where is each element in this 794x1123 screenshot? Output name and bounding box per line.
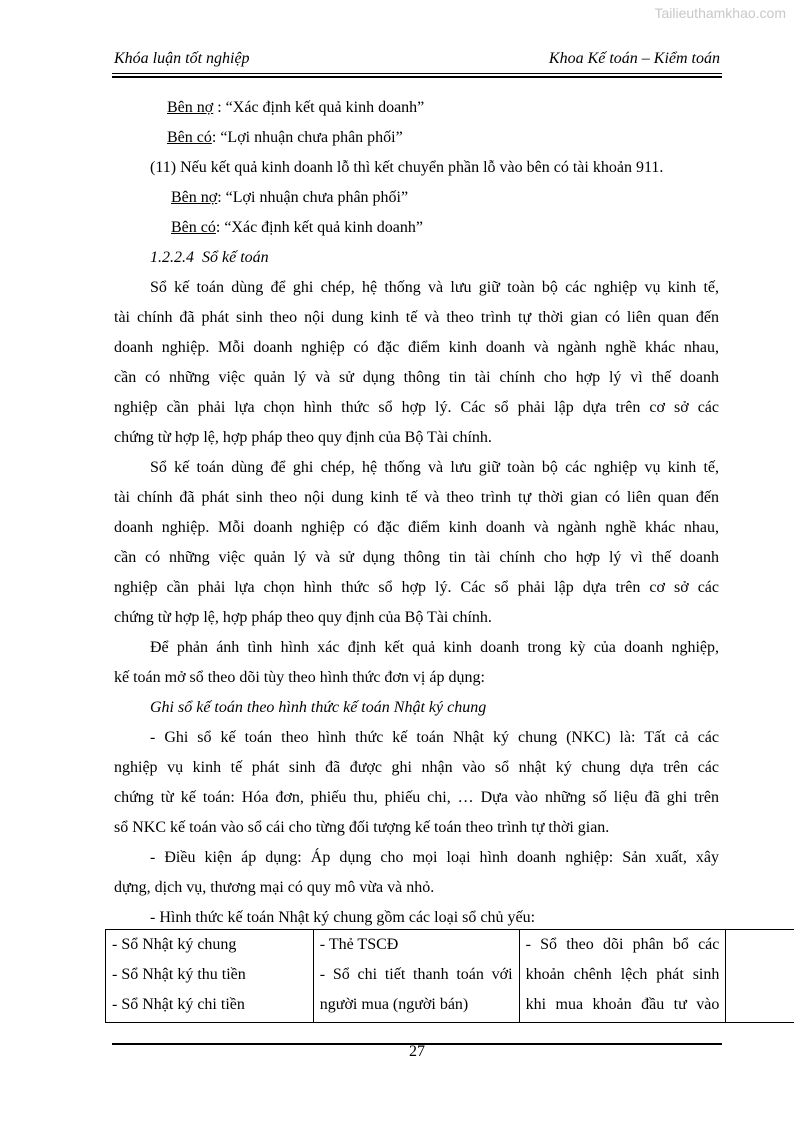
cell-line: - Sổ theo dõi phân bổ các xyxy=(525,936,720,953)
entry-debit-1 xyxy=(114,93,719,123)
paragraph-line: chứng từ kế toán: Hóa đơn, phiếu thu, phiếu chi, … Dựa vào những số liệu đã ghi trên xyxy=(114,789,719,806)
debit-label: Bên nợ xyxy=(171,189,218,206)
cell-line: - Sổ chi tiết thanh toán với xyxy=(319,966,513,983)
page-body xyxy=(114,93,719,933)
paragraph-line: Sổ kế toán dùng để ghi chép, hệ thống và lưu giữ toàn bộ các nghiệp vụ kinh tế, xyxy=(150,279,719,296)
cell-line: - Sổ Nhật ký thu tiền xyxy=(112,966,246,983)
cell-line: khi mua khoản đầu tư vào xyxy=(525,996,720,1013)
entry-credit-1 xyxy=(114,123,719,153)
paragraph-3 xyxy=(114,633,719,693)
table-row xyxy=(106,930,794,1023)
paragraph-line: cần có những việc quản lý và sử dụng thông tin tài chính cho hợp lý vì thế doanh xyxy=(114,549,719,566)
page-header xyxy=(114,48,720,72)
paragraph-line: tài chính đã phát sinh theo nội dung kinh tế và theo trình tự thời gian có liên quan đến xyxy=(114,489,719,506)
table-cell-col2 xyxy=(313,930,519,1023)
cell-line: khoản chênh lệch phát sinh xyxy=(525,966,720,983)
cell-line: - Sổ Nhật ký chung xyxy=(112,936,237,953)
debit-label: Bên nợ xyxy=(167,99,214,116)
header-divider-thin xyxy=(112,73,722,74)
watermark: Tailieuthamkhao.com xyxy=(654,5,786,21)
paragraph-line: kế toán mở sổ theo dõi tùy theo hình thức đơn vị áp dụng: xyxy=(114,669,485,686)
credit-text: : “Lợi nhuận chưa phân phối” xyxy=(211,129,403,146)
paragraph-line: tài chính đã phát sinh theo nội dung kinh tế và theo trình tự thời gian có liên quan đến xyxy=(114,309,719,326)
cell-line: - Sổ Nhật ký chi tiền xyxy=(112,996,245,1013)
credit-label: Bên có xyxy=(171,219,216,236)
subheading: Ghi sổ kế toán theo hình thức kế toán Nhật ký chung xyxy=(150,699,487,716)
cell-line: người mua (người bán) xyxy=(319,996,469,1013)
paragraph-line: Sổ kế toán dùng để ghi chép, hệ thống và lưu giữ toàn bộ các nghiệp vụ kinh tế, xyxy=(150,459,719,476)
paragraph-line: chứng từ hợp lệ, hợp pháp theo quy định của Bộ Tài chính. xyxy=(114,609,492,626)
bullet-2 xyxy=(114,843,719,903)
paragraph-line: nghiệp cần phải lựa chọn hình thức sổ hợp lý. Các sổ phải lập dựa trên cơ sở các xyxy=(114,579,719,596)
paragraph-line: doanh nghiệp. Mỗi doanh nghiệp có đặc điểm kinh doanh và ngành nghề khác nhau, xyxy=(114,339,719,356)
entry-credit-2 xyxy=(114,213,719,243)
paragraph-line: - Ghi sổ kế toán theo hình thức kế toán Nhật ký chung (NKC) là: Tất cả các xyxy=(150,729,719,746)
paragraph-2 xyxy=(114,453,719,633)
paragraph-line: nghiệp vụ kinh tế phát sinh đã được ghi nhận vào sổ nhật ký chung dựa trên các xyxy=(114,759,719,776)
paragraph-line: chứng từ hợp lệ, hợp pháp theo quy định của Bộ Tài chính. xyxy=(114,429,492,446)
paragraph-line: dựng, dịch vụ, thương mại có quy mô vừa và nhỏ. xyxy=(114,879,435,896)
section-heading xyxy=(114,243,719,273)
table-cell-col1 xyxy=(106,930,314,1023)
bullet-1 xyxy=(114,723,719,843)
paragraph-line: nghiệp cần phải lựa chọn hình thức sổ hợp lý. Các sổ phải lập dựa trên cơ sở các xyxy=(114,399,719,416)
page-number: 27 xyxy=(409,1043,425,1060)
paragraph-line: doanh nghiệp. Mỗi doanh nghiệp có đặc điểm kinh doanh và ngành nghề khác nhau, xyxy=(114,519,719,536)
paragraph-line: cần có những việc quản lý và sử dụng thông tin tài chính cho hợp lý vì thế doanh xyxy=(114,369,719,386)
debit-text: : “Xác định kết quả kinh doanh” xyxy=(213,99,425,116)
paragraph-line: sổ NKC kế toán vào sổ cái cho từng đối tượng kế toán theo trình tự thời gian. xyxy=(114,819,610,836)
section-title: Sổ kế toán xyxy=(202,249,269,266)
item-11: (11) Nếu kết quả kinh doanh lỗ thì kết chuyển phần lỗ vào bên có tài khoản 911. xyxy=(150,159,664,176)
header-left: Khóa luận tốt nghiệp xyxy=(114,50,250,67)
paragraph-1 xyxy=(114,273,719,453)
credit-label: Bên có xyxy=(167,129,212,146)
bullet-3: - Hình thức kế toán Nhật ký chung gồm các loại sổ chủ yếu: xyxy=(150,909,536,926)
credit-text: : “Xác định kết quả kinh doanh” xyxy=(215,219,423,236)
header-divider-thick xyxy=(112,76,722,78)
section-number: 1.2.2.4 xyxy=(150,249,194,266)
ledger-types-table xyxy=(105,929,794,1023)
entry-debit-2 xyxy=(114,183,719,213)
table-cell-col4 xyxy=(726,930,794,1023)
table-cell-col3 xyxy=(519,930,726,1023)
debit-text: : “Lợi nhuận chưa phân phối” xyxy=(217,189,409,206)
header-right: Khoa Kế toán – Kiểm toán xyxy=(548,50,720,67)
cell-line: - Thẻ TSCĐ xyxy=(319,936,399,953)
paragraph-line: Để phản ánh tình hình xác định kết quả kinh doanh trong kỳ của doanh nghiệp, xyxy=(150,639,719,656)
paragraph-line: - Điều kiện áp dụng: Áp dụng cho mọi loại hình doanh nghiệp: Sản xuất, xây xyxy=(150,849,719,866)
